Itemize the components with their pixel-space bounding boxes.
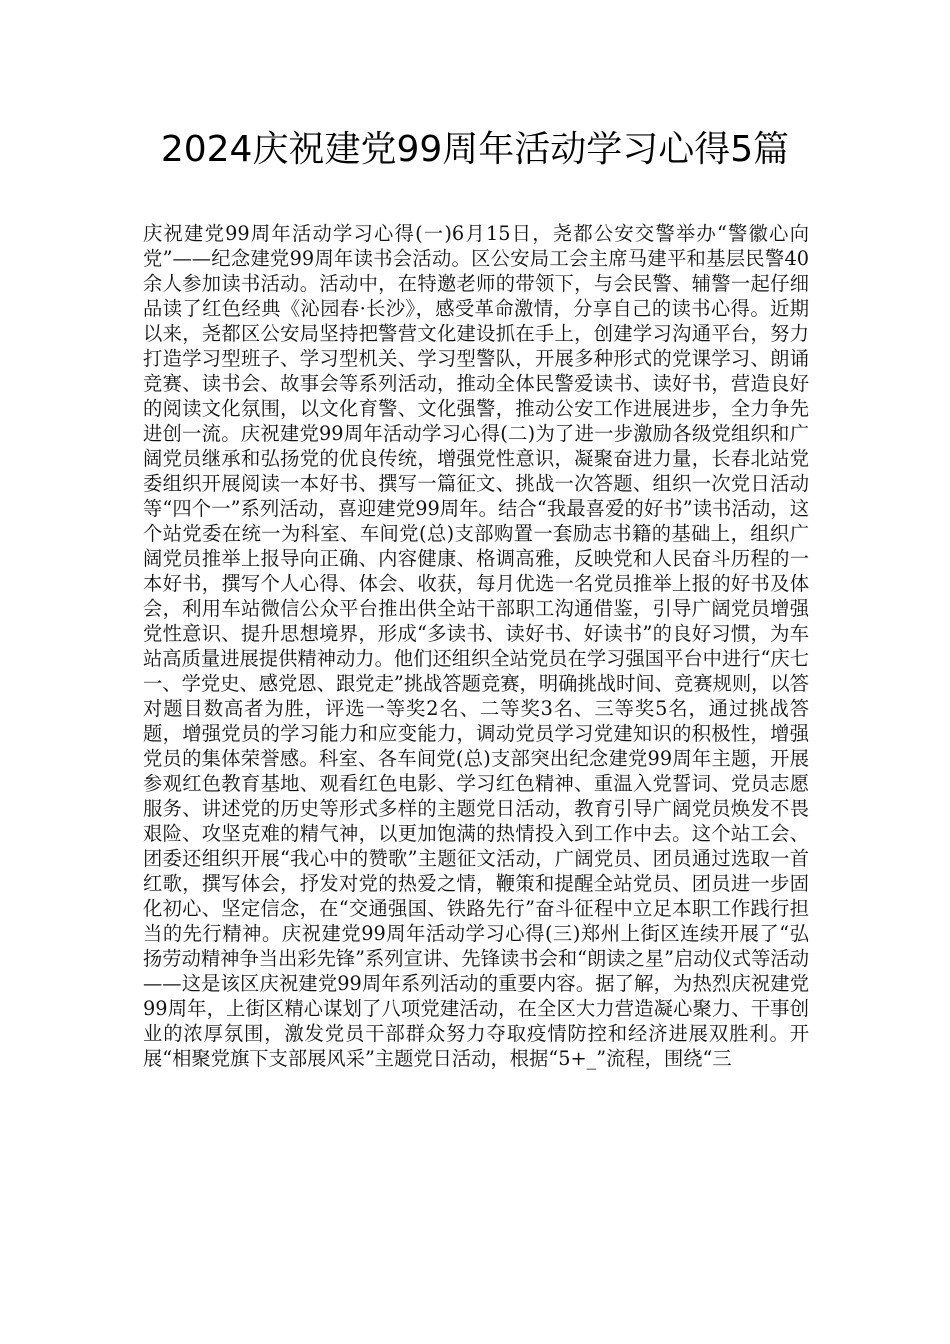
- document-body-text: 庆祝建党99周年活动学习心得(一)6月15日，尧都公安交警举办“警徽心向党”——纪念建党99周年读书会活动。区公安局工会主席马建平和基层民警40余人参加读书活动。活动中，在特邀老师的带领下，与会民警、辅警一起仔细品读了红色经典《沁园春·长沙》，感受革命激情，分享自己的读书心得。近期以来，尧都区公安局坚持把警营文化建设抓在手上，创建学习沟通平台，努力打造学习型班子、学习型机关、学习型警队，开展多种形式的党课学习、朗诵竞赛、读书会、故事会等系列活动，推动全体民警爱读书、读好书，营造良好的阅读文化氛围，以文化育警、文化强警，推动公安工作进展进步，全力争先进创一流。庆祝建党99周年活动学习心得(二)为了进一步激励各级党组织和广阔党员继承和弘扬党的优良传统，增强党性意识，凝聚奋进力量，长春北站党委组织开展阅读一本好书、撰写一篇征文、挑战一次答题、组织一次党日活动等“四个一”系列活动，喜迎建党99周年。结合“我最喜爱的好书”读书活动，这个站党委在统一为科室、车间党(总)支部购置一套励志书籍的基础上，组织广阔党员推举上报导向正确、内容健康、格调高雅，反映党和人民奋斗历程的一本好书，撰写个人心得、体会、收获，每月优选一名党员推举上报的好书及体会，利用车站微信公众平台推出供全站干部职工沟通借鉴，引导广阔党员增强党性意识、提升思想境界，形成“多读书、读好书、好读书”的良好习惯，为车站高质量进展提供精神动力。他们还组织全站党员在学习强国平台中进行“庆七一、学党史、感党恩、跟党走”挑战答题竞赛，明确挑战时间、竞赛规则，以答对题目数高者为胜，评选一等奖2名、二等奖3名、三等奖5名，通过挑战答题，增强党员的学习能力和应变能力，调动党员学习党建知识的积极性，增强党员的集体荣誉感。科室、各车间党(总)支部突出纪念建党99周年主题，开展参观红色教育基地、观看红色电影、学习红色精神、重温入党誓词、党员志愿服务、讲述党的历史等形式多样的主题党日活动，教育引导广阔党员焕发不畏艰险、攻坚克难的精气神，以更加饱满的热情投入到工作中去。这个站工会、团委还组织开展“我心中的赞歌”主题征文活动，广阔党员、团员通过选取一首红歌，撰写体会，抒发对党的热爱之情，鞭策和提醒全站党员、团员进一步固化初心、坚定信念，在“交通强国、铁路先行”奋斗征程中立足本职工作践行担当的先行精神。庆祝建党99周年活动学习心得(三)郑州上街区连续开展了“弘扬劳动精神争当出彩先锋”系列宣讲、先锋读书会和“朗读之星”启动仪式等活动——这是该区庆祝建党99周年系列活动的重要内容。据了解，为热烈庆祝建党99周年，上街区精心谋划了八项党建活动，在全区大力营造凝心聚力、干事创业的浓厚氛围，激发党员干部群众努力夺取疫情防控和经济进展双胜利。开展“相聚党旗下支部展风采”主题党日活动，根据“5+_”流程，围绕“三: [143, 222, 809, 1070]
- document-title: 2024庆祝建党99周年活动学习心得5篇: [160, 129, 790, 170]
